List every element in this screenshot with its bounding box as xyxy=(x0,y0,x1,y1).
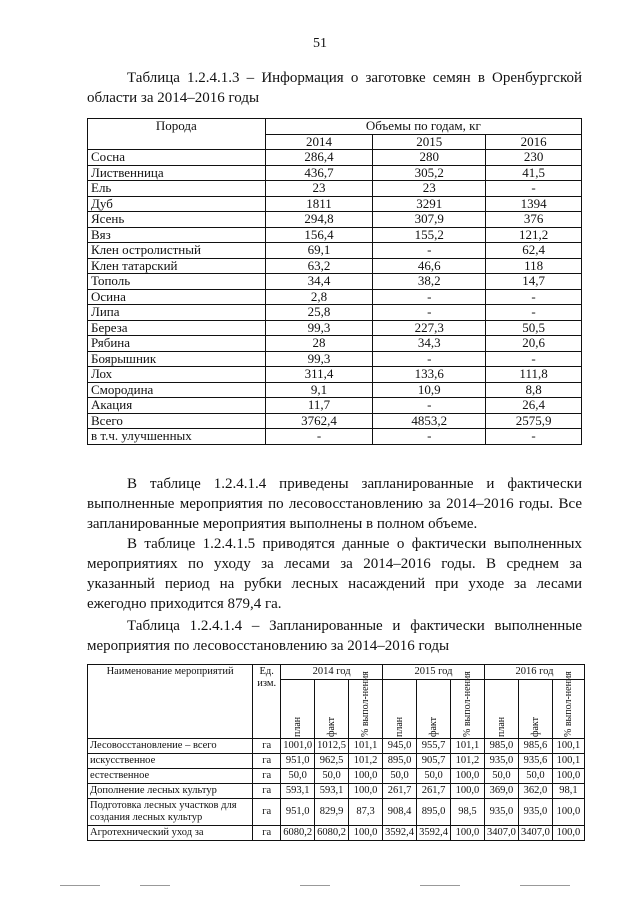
value-cell: 935,6 xyxy=(518,754,552,769)
volume-cell: 41,5 xyxy=(486,165,582,181)
value-cell: 50,0 xyxy=(417,769,451,784)
breed-cell: Смородина xyxy=(88,382,266,398)
unit-cell: га xyxy=(253,739,281,754)
volume-cell: 23 xyxy=(373,181,486,197)
table-row xyxy=(88,320,582,336)
value-cell: 100,0 xyxy=(349,826,383,841)
volume-cell: 38,2 xyxy=(373,274,486,290)
volume-cell: 280 xyxy=(373,150,486,166)
value-cell: 935,0 xyxy=(484,799,518,826)
volume-cell: 46,6 xyxy=(373,258,486,274)
breed-cell: Вяз xyxy=(88,227,266,243)
paragraph-forest-care: В таблице 1.2.4.1.5 приводятся данные о фактически выполненных мероприятиях по уходу за лесами за 2014–2016 годы. В среднем за указанный период на рубки лесных насаждений при уходе за лесами ежегодно приходится 879,4 га. xyxy=(87,536,582,612)
value-cell: 100,0 xyxy=(552,769,584,784)
value-cell: 261,7 xyxy=(417,784,451,799)
value-cell: 261,7 xyxy=(383,784,417,799)
subheader-cell: % выпол-нения xyxy=(349,680,383,739)
value-cell: 895,0 xyxy=(417,799,451,826)
value-cell: 50,0 xyxy=(518,769,552,784)
volume-cell: 1811 xyxy=(265,196,373,212)
value-cell: 50,0 xyxy=(484,769,518,784)
subheader-cell: план xyxy=(484,680,518,739)
header-year: 2016 год xyxy=(484,665,584,680)
value-cell: 951,0 xyxy=(281,799,315,826)
activity-cell: естественное xyxy=(88,769,253,784)
header-activity: Наименование мероприятий xyxy=(88,665,253,739)
table-row xyxy=(88,150,582,166)
volume-cell: 63,2 xyxy=(265,258,373,274)
volume-cell: 99,3 xyxy=(265,320,373,336)
value-cell: 3592,4 xyxy=(383,826,417,841)
volume-cell: - xyxy=(373,351,486,367)
volume-cell: 11,7 xyxy=(265,398,373,414)
value-cell: 1012,5 xyxy=(315,739,349,754)
breed-cell: Акация xyxy=(88,398,266,414)
value-cell: 100,0 xyxy=(451,769,485,784)
subheader-cell: % выпол-нения xyxy=(451,680,485,739)
table-row xyxy=(88,784,585,799)
volume-cell: 118 xyxy=(486,258,582,274)
volume-cell: 230 xyxy=(486,150,582,166)
volume-cell: 286,4 xyxy=(265,150,373,166)
value-cell: 3407,0 xyxy=(484,826,518,841)
breed-cell: Всего xyxy=(88,413,266,429)
value-cell: 101,2 xyxy=(349,754,383,769)
volume-cell: 307,9 xyxy=(373,212,486,228)
volume-cell: 20,6 xyxy=(486,336,582,352)
value-cell: 100,0 xyxy=(349,784,383,799)
value-cell: 6080,2 xyxy=(281,826,315,841)
subheader-cell: факт xyxy=(315,680,349,739)
volume-cell: 10,9 xyxy=(373,382,486,398)
volume-cell: 3762,4 xyxy=(265,413,373,429)
subheader-cell: факт xyxy=(417,680,451,739)
table-row xyxy=(88,398,582,414)
breed-cell: Ясень xyxy=(88,212,266,228)
table-row xyxy=(88,305,582,321)
seed-harvest-table xyxy=(87,118,582,445)
value-cell: 935,0 xyxy=(518,799,552,826)
volume-cell: 23 xyxy=(265,181,373,197)
value-cell: 593,1 xyxy=(315,784,349,799)
value-cell: 100,0 xyxy=(552,799,584,826)
volume-cell: 294,8 xyxy=(265,212,373,228)
value-cell: 98,5 xyxy=(451,799,485,826)
value-cell: 101,2 xyxy=(451,754,485,769)
volume-cell: 4853,2 xyxy=(373,413,486,429)
table-caption-reforestation: Таблица 1.2.4.1.4 – Запланированные и фактически выполненные мероприятия по лесовосстановлению за 2014–2016 годы xyxy=(87,618,582,654)
volume-cell: - xyxy=(373,243,486,259)
header-unit: Ед. изм. xyxy=(253,665,281,739)
breed-cell: Клен остролистный xyxy=(88,243,266,259)
volume-cell: - xyxy=(486,181,582,197)
value-cell: 100,1 xyxy=(552,739,584,754)
value-cell: 3592,4 xyxy=(417,826,451,841)
volume-cell: 62,4 xyxy=(486,243,582,259)
unit-cell: га xyxy=(253,784,281,799)
volume-cell: 50,5 xyxy=(486,320,582,336)
breed-cell: Осина xyxy=(88,289,266,305)
table-row xyxy=(88,227,582,243)
volume-cell: 1394 xyxy=(486,196,582,212)
volume-cell: 156,4 xyxy=(265,227,373,243)
table-row xyxy=(88,769,585,784)
value-cell: 951,0 xyxy=(281,754,315,769)
table-row xyxy=(88,196,582,212)
table-row xyxy=(88,274,582,290)
header-year: 2015 xyxy=(373,134,486,150)
volume-cell: 69,1 xyxy=(265,243,373,259)
volume-cell: - xyxy=(486,351,582,367)
volume-cell: 34,3 xyxy=(373,336,486,352)
breed-cell: Тополь xyxy=(88,274,266,290)
breed-cell: Дуб xyxy=(88,196,266,212)
value-cell: 1001,0 xyxy=(281,739,315,754)
subheader-cell: план xyxy=(383,680,417,739)
volume-cell: 436,7 xyxy=(265,165,373,181)
breed-cell: Лиственница xyxy=(88,165,266,181)
volume-cell: 28 xyxy=(265,336,373,352)
table-row xyxy=(88,243,582,259)
volume-cell: - xyxy=(486,429,582,445)
volume-cell: 99,3 xyxy=(265,351,373,367)
unit-cell: га xyxy=(253,769,281,784)
value-cell: 50,0 xyxy=(315,769,349,784)
table-row xyxy=(88,165,582,181)
value-cell: 87,3 xyxy=(349,799,383,826)
value-cell: 905,7 xyxy=(417,754,451,769)
value-cell: 362,0 xyxy=(518,784,552,799)
subheader-cell: факт xyxy=(518,680,552,739)
subheader-cell: план xyxy=(281,680,315,739)
value-cell: 829,9 xyxy=(315,799,349,826)
table-row xyxy=(88,367,582,383)
activity-cell: Подготовка лесных участков для создания лесных культур xyxy=(88,799,253,826)
breed-cell: Лох xyxy=(88,367,266,383)
breed-cell: в т.ч. улучшенных xyxy=(88,429,266,445)
breed-cell: Сосна xyxy=(88,150,266,166)
volume-cell: 25,8 xyxy=(265,305,373,321)
value-cell: 100,0 xyxy=(451,784,485,799)
volume-cell: 227,3 xyxy=(373,320,486,336)
table-row xyxy=(88,413,582,429)
value-cell: 985,0 xyxy=(484,739,518,754)
activity-cell: искусственное xyxy=(88,754,253,769)
volume-cell: 14,7 xyxy=(486,274,582,290)
header-breed: Порода xyxy=(88,119,266,150)
value-cell: 100,0 xyxy=(349,769,383,784)
value-cell: 100,0 xyxy=(451,826,485,841)
header-year: 2016 xyxy=(486,134,582,150)
value-cell: 962,5 xyxy=(315,754,349,769)
value-cell: 593,1 xyxy=(281,784,315,799)
volume-cell: 155,2 xyxy=(373,227,486,243)
volume-cell: - xyxy=(373,289,486,305)
volume-cell: 305,2 xyxy=(373,165,486,181)
breed-cell: Боярышник xyxy=(88,351,266,367)
volume-cell: 111,8 xyxy=(486,367,582,383)
table-row xyxy=(88,351,582,367)
table-caption-seeds: Таблица 1.2.4.1.3 – Информация о заготовке семян в Оренбургской области за 2014–2016 годы xyxy=(87,70,582,106)
activity-cell: Агротехнический уход за xyxy=(88,826,253,841)
table-row xyxy=(88,799,585,826)
value-cell: 50,0 xyxy=(383,769,417,784)
table-row xyxy=(88,429,582,445)
volume-cell: - xyxy=(486,289,582,305)
breed-cell: Рябина xyxy=(88,336,266,352)
volume-cell: 2575,9 xyxy=(486,413,582,429)
page-footer-lines xyxy=(0,885,640,905)
paragraph-reforestation: В таблице 1.2.4.1.4 приведены запланированные и фактически выполненные мероприятия по лесовосстановлению за 2014–2016 годы. Все запланированные мероприятия выполнены в полном объеме. xyxy=(87,476,582,532)
value-cell: 369,0 xyxy=(484,784,518,799)
volume-cell: 311,4 xyxy=(265,367,373,383)
table-row xyxy=(88,181,582,197)
header-year: 2014 xyxy=(265,134,373,150)
volume-cell: 26,4 xyxy=(486,398,582,414)
volume-cell: 133,6 xyxy=(373,367,486,383)
header-year: 2015 год xyxy=(383,665,485,680)
activity-cell: Лесовосстановление – всего xyxy=(88,739,253,754)
value-cell: 101,1 xyxy=(451,739,485,754)
header-volume: Объемы по годам, кг xyxy=(265,119,581,135)
table-row xyxy=(88,739,585,754)
volume-cell: 121,2 xyxy=(486,227,582,243)
volume-cell: - xyxy=(373,429,486,445)
breed-cell: Клен татарский xyxy=(88,258,266,274)
table-row xyxy=(88,382,582,398)
volume-cell: 34,4 xyxy=(265,274,373,290)
unit-cell: га xyxy=(253,799,281,826)
unit-cell: га xyxy=(253,826,281,841)
value-cell: 935,0 xyxy=(484,754,518,769)
unit-cell: га xyxy=(253,754,281,769)
value-cell: 100,0 xyxy=(552,826,584,841)
value-cell: 101,1 xyxy=(349,739,383,754)
table-row xyxy=(88,336,582,352)
volume-cell: - xyxy=(373,305,486,321)
reforestation-table xyxy=(87,664,585,841)
value-cell: 6080,2 xyxy=(315,826,349,841)
volume-cell: 2,8 xyxy=(265,289,373,305)
volume-cell: - xyxy=(373,398,486,414)
volume-cell: 8,8 xyxy=(486,382,582,398)
value-cell: 98,1 xyxy=(552,784,584,799)
value-cell: 985,6 xyxy=(518,739,552,754)
table-row xyxy=(88,289,582,305)
value-cell: 955,7 xyxy=(417,739,451,754)
value-cell: 908,4 xyxy=(383,799,417,826)
breed-cell: Липа xyxy=(88,305,266,321)
table-row xyxy=(88,212,582,228)
value-cell: 945,0 xyxy=(383,739,417,754)
breed-cell: Береза xyxy=(88,320,266,336)
value-cell: 50,0 xyxy=(281,769,315,784)
page-number: 51 xyxy=(313,36,327,51)
table-row xyxy=(88,258,582,274)
value-cell: 895,0 xyxy=(383,754,417,769)
volume-cell: - xyxy=(486,305,582,321)
value-cell: 100,1 xyxy=(552,754,584,769)
value-cell: 3407,0 xyxy=(518,826,552,841)
header-year: 2014 год xyxy=(281,665,383,680)
subheader-cell: % выпол-нения xyxy=(552,680,584,739)
breed-cell: Ель xyxy=(88,181,266,197)
volume-cell: 376 xyxy=(486,212,582,228)
activity-cell: Дополнение лесных культур xyxy=(88,784,253,799)
volume-cell: 9,1 xyxy=(265,382,373,398)
volume-cell: 3291 xyxy=(373,196,486,212)
table-row xyxy=(88,754,585,769)
table-row xyxy=(88,826,585,841)
volume-cell: - xyxy=(265,429,373,445)
